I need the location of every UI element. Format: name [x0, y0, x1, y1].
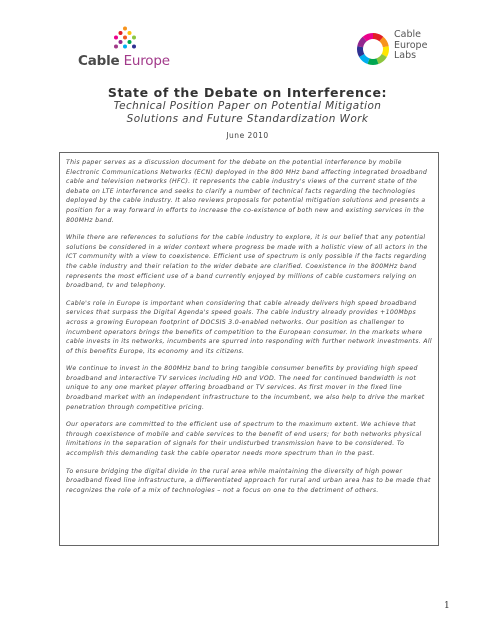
labs-wordmark	[394, 30, 427, 62]
labs-ring-segment	[360, 39, 364, 47]
abstract-paragraph: Cable's role in Europe is important when considering that cable already delivers high speed broadband services that surpass the Digital Agenda's speed goals. The cable industry already provides +100Mbps across a growing European footprint of DOCSIS 3.0-enabled networks. Our position as challenger to incumbent operators brings the benefits of competition to the European consumer. In the markets where cable invests in its networks, incumbents are spurred into responding with further network investments. All of this benefits Europe, its economy and its citizens.	[66, 299, 432, 355]
labs-ring-segment	[381, 39, 385, 47]
wordmark-europe: Europe	[123, 53, 170, 69]
cable-europe-labs-logo	[356, 30, 436, 72]
labs-ring-segment	[384, 47, 386, 56]
labs-ring-segment	[362, 56, 369, 62]
subtitle-line-1: Technical Position Paper on Potential Mitigation	[113, 100, 382, 112]
abstract-paragraph: We continue to invest in the 800MHz band to bring tangible consumer benefits by providing high speed broadband and interactive TV services including HD and VOD. The need for continued bandwidth is not unique to any one market player offering broadband or TV services. As first mover in the fixed line broadband market with an independent infrastructure to the incumbent, we also help to drive the market penetration through competitive pricing.	[66, 365, 425, 411]
page-number: 1	[444, 601, 450, 611]
abstract-paragraph: To ensure bridging the digital divide in the rural area while maintaining the diversity of high power broadband fixed line infrastructure, a differentiated approach for rural and urban area has to be made that recognizes the role of a mix of technologies – not a focus on one to the detriment of others.	[66, 467, 431, 494]
labs-ring-segment	[373, 36, 381, 39]
abstract-paragraph: Our operators are committed to the efficient use of spectrum to the maximum extent. We achieve that through coexistence of mobile and cable services to the benefit of end users; for both networks physical limitations in the separation of signals for their undisturbed transmission have to be considered. To accomplish this demanding task the cable operator needs more spectrum than in the past.	[66, 421, 422, 458]
cable-europe-wordmark	[78, 53, 178, 69]
labs-line-2: Europe	[394, 39, 428, 51]
labs-line-1: Cable	[394, 29, 421, 40]
labs-ring-segment	[360, 47, 362, 56]
subtitle-line-2: Solutions and Future Standardization Work	[126, 113, 369, 125]
abstract-paragraph: While there are references to solutions for the cable industry to explore, it is our belief that any potential solutions be considered in a wider context where progress be made with a holistic view of all actors in the ICT community with a view to coexistence. Efficient use of spectrum is only possible if the facts regarding the cable industry and their relation to the wider debate are clarified. Coexistence in the 800MHz band represents the most efficient use of a band currently enjoyed by millions of cable customers relying on broadband, tv and telephony.	[66, 234, 428, 290]
labs-ring-segment	[377, 56, 384, 62]
labs-ring-segment	[369, 61, 378, 62]
labs-line-3: Labs	[394, 50, 417, 61]
document-title: State of the Debate on Interference:	[107, 85, 388, 100]
abstract-paragraph: This paper serves as a discussion document for the debate on the potential interference by mobile Electronic Communications Networks (ECN) deployed in the 800 MHz band affecting integrated broadband cable and television networks (HFC). It represents the cable industry's views of the current state of the debate on LTE interference and seeks to clarify a number of technical facts regarding the technologies deployed by the cable industry. It also reviews proposals for potential mitigation solutions and presents a position for a way forward in efforts to increase the co-existence of both new and existing services in the 800MHz band.	[66, 159, 428, 224]
document-subtitle	[0, 100, 495, 126]
abstract-box	[59, 152, 439, 546]
document-date: June 2010	[226, 131, 269, 140]
cable-europe-dots-icon	[112, 26, 138, 52]
cable-europe-logo	[78, 26, 178, 68]
labs-ring-icon	[356, 32, 390, 66]
labs-ring-segment	[365, 36, 373, 39]
wordmark-cable: Cable	[78, 53, 120, 69]
